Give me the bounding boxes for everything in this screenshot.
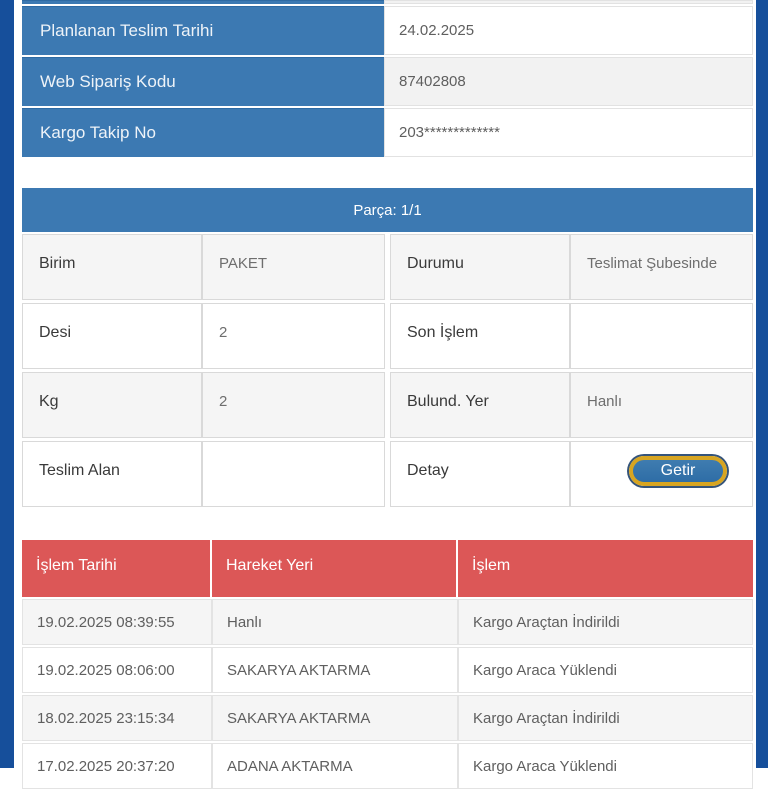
- movement-location: Hanlı: [212, 599, 458, 645]
- parcel-label-bulund-yer: Bulund. Yer: [390, 372, 570, 438]
- info-value-cell: [384, 0, 753, 4]
- movement-date: 19.02.2025 08:06:00: [22, 647, 212, 693]
- column-header-islem: İşlem: [472, 557, 511, 574]
- parcel-label-teslim-alan: Teslim Alan: [22, 441, 202, 507]
- table-row: [22, 695, 753, 741]
- parcel-value-desi: 2: [202, 303, 385, 369]
- parcel-value-durumu: Teslimat Şubesinde: [570, 234, 753, 300]
- movement-action: Kargo Araca Yüklendi: [458, 743, 753, 789]
- table-row: [22, 599, 753, 645]
- info-value-tracking-no: 203*************: [384, 108, 753, 157]
- movement-location: SAKARYA AKTARMA: [212, 695, 458, 741]
- parcel-value-son-islem: [570, 303, 753, 369]
- info-value-planned-delivery: 24.02.2025: [384, 6, 753, 55]
- movement-location: SAKARYA AKTARMA: [212, 647, 458, 693]
- parcel-label-desi: Desi: [22, 303, 202, 369]
- movement-action: Kargo Araçtan İndirildi: [458, 695, 753, 741]
- page-edge-right: [756, 0, 768, 768]
- parcel-value-kg: 2: [202, 372, 385, 438]
- table-row: [22, 441, 385, 507]
- movements-table: [22, 540, 753, 789]
- movement-location: ADANA AKTARMA: [212, 743, 458, 789]
- info-label-web-order-code: Web Sipariş Kodu: [22, 57, 384, 106]
- table-row: [22, 6, 753, 55]
- parcel-right-columns: [390, 234, 753, 507]
- table-row: [22, 0, 753, 4]
- column-header-hareket-yeri: Hareket Yeri: [212, 540, 458, 597]
- movement-date: 17.02.2025 20:37:20: [22, 743, 212, 789]
- parcel-label-kg: Kg: [22, 372, 202, 438]
- table-row: [22, 647, 753, 693]
- shipment-info-table: [22, 0, 753, 159]
- movement-action: Kargo Araca Yüklendi: [458, 647, 753, 693]
- parcel-left-columns: [22, 234, 385, 507]
- table-row: [390, 234, 753, 300]
- parcel-table: [22, 188, 753, 507]
- info-label-planned-delivery: Planlanan Teslim Tarihi: [22, 6, 384, 55]
- parcel-label-durumu: Durumu: [390, 234, 570, 300]
- movement-date: 19.02.2025 08:39:55: [22, 599, 212, 645]
- info-label-cell: [22, 0, 384, 4]
- parcel-value-birim: PAKET: [202, 234, 385, 300]
- table-row: [390, 441, 753, 507]
- table-row: [390, 372, 753, 438]
- parcel-value-bulund-yer: Hanlı: [570, 372, 753, 438]
- table-row: [390, 303, 753, 369]
- parcel-label-son-islem: Son İşlem: [390, 303, 570, 369]
- info-label-tracking-no: Kargo Takip No: [22, 108, 384, 157]
- movements-header: [22, 540, 753, 597]
- table-row: [22, 57, 753, 106]
- table-row: [22, 303, 385, 369]
- parcel-body: [22, 234, 753, 507]
- table-row: [22, 743, 753, 789]
- parcel-label-birim: Birim: [22, 234, 202, 300]
- parcel-header: Parça: 1/1: [22, 188, 753, 232]
- parcel-value-teslim-alan: [202, 441, 385, 507]
- table-row: [22, 234, 385, 300]
- page-edge-left: [0, 0, 14, 768]
- info-value-web-order-code: 87402808: [384, 57, 753, 106]
- table-row: [22, 372, 385, 438]
- parcel-label-detay: Detay: [390, 441, 570, 507]
- movement-date: 18.02.2025 23:15:34: [22, 695, 212, 741]
- column-header-islem-tarihi: İşlem Tarihi: [22, 540, 212, 597]
- parcel-value-detay: [570, 441, 753, 507]
- getir-button[interactable]: Getir: [629, 456, 727, 486]
- table-row: [22, 108, 753, 157]
- movement-action: Kargo Araçtan İndirildi: [458, 599, 753, 645]
